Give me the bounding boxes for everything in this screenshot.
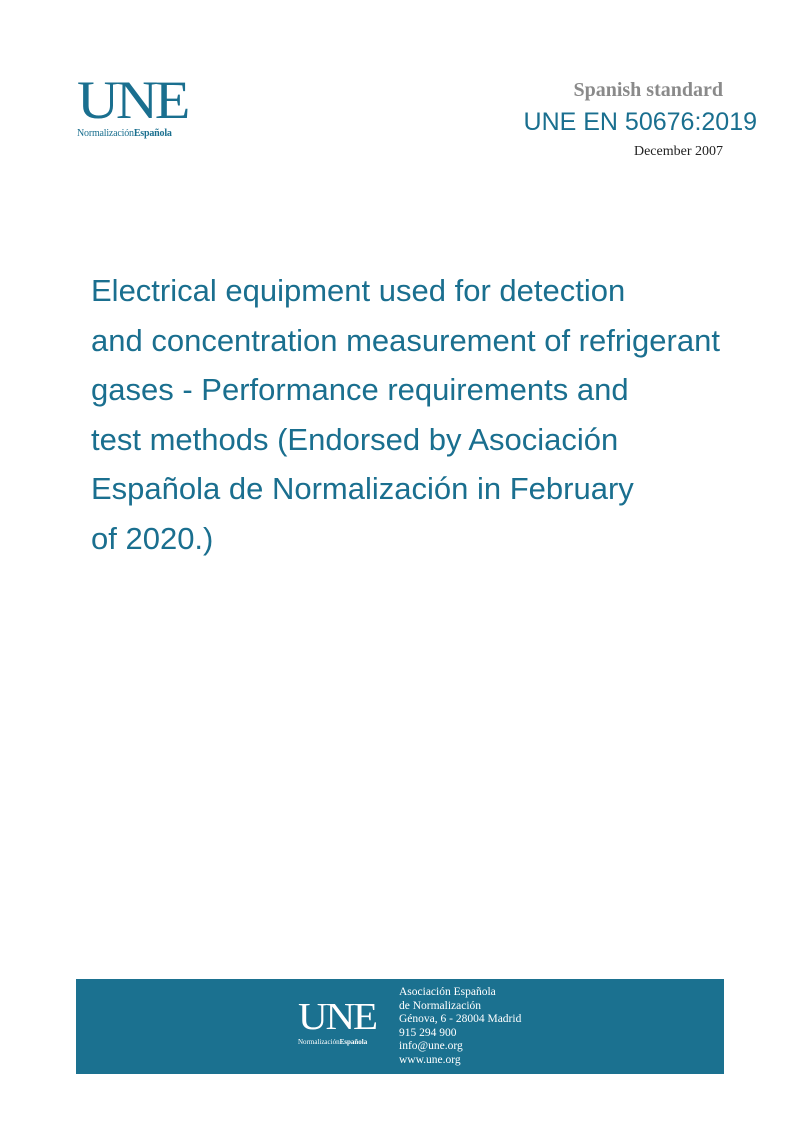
footer-phone: 915 294 900 [399, 1026, 457, 1039]
title-line: of 2020.) [91, 520, 214, 556]
footer-logo-wordmark: UNE [298, 996, 376, 1038]
footer-logo-subtitle [298, 1038, 388, 1046]
standard-code: UNE EN 50676:2019 [523, 108, 757, 136]
title-line: gases - Performance requirements and [91, 372, 629, 407]
logo-sub-regular: Normalización [77, 128, 134, 139]
standard-date: December 2007 [633, 144, 723, 159]
une-logo [77, 70, 197, 139]
footer-banner [76, 979, 724, 1074]
footer-email: info@une.org [399, 1040, 463, 1053]
logo-sub-bold: Española [133, 128, 172, 139]
footer-contact-info [399, 986, 521, 1068]
standard-type-label: Spanish standard [573, 79, 723, 101]
title-line: Electrical equipment used for detection [91, 273, 626, 308]
footer-website: www.une.org [399, 1053, 461, 1066]
document-title [91, 266, 761, 563]
footer-logo-sub-bold: Española [339, 1038, 368, 1046]
title-line: Española de Normalización in February [91, 471, 634, 506]
footer-org-line2: de Normalización [399, 999, 482, 1012]
title-line: test methods (Endorsed by Asociación [91, 421, 619, 457]
footer-org-line1: Asociación Española [399, 986, 496, 998]
title-line: and concentration measurement of refrigerant [91, 322, 720, 358]
une-logo-wordmark: UNE [77, 70, 188, 130]
footer-une-logo [298, 996, 388, 1046]
footer-address: Génova, 6 - 28004 Madrid [399, 1013, 522, 1026]
footer-logo-sub-regular: Normalización [298, 1038, 340, 1046]
